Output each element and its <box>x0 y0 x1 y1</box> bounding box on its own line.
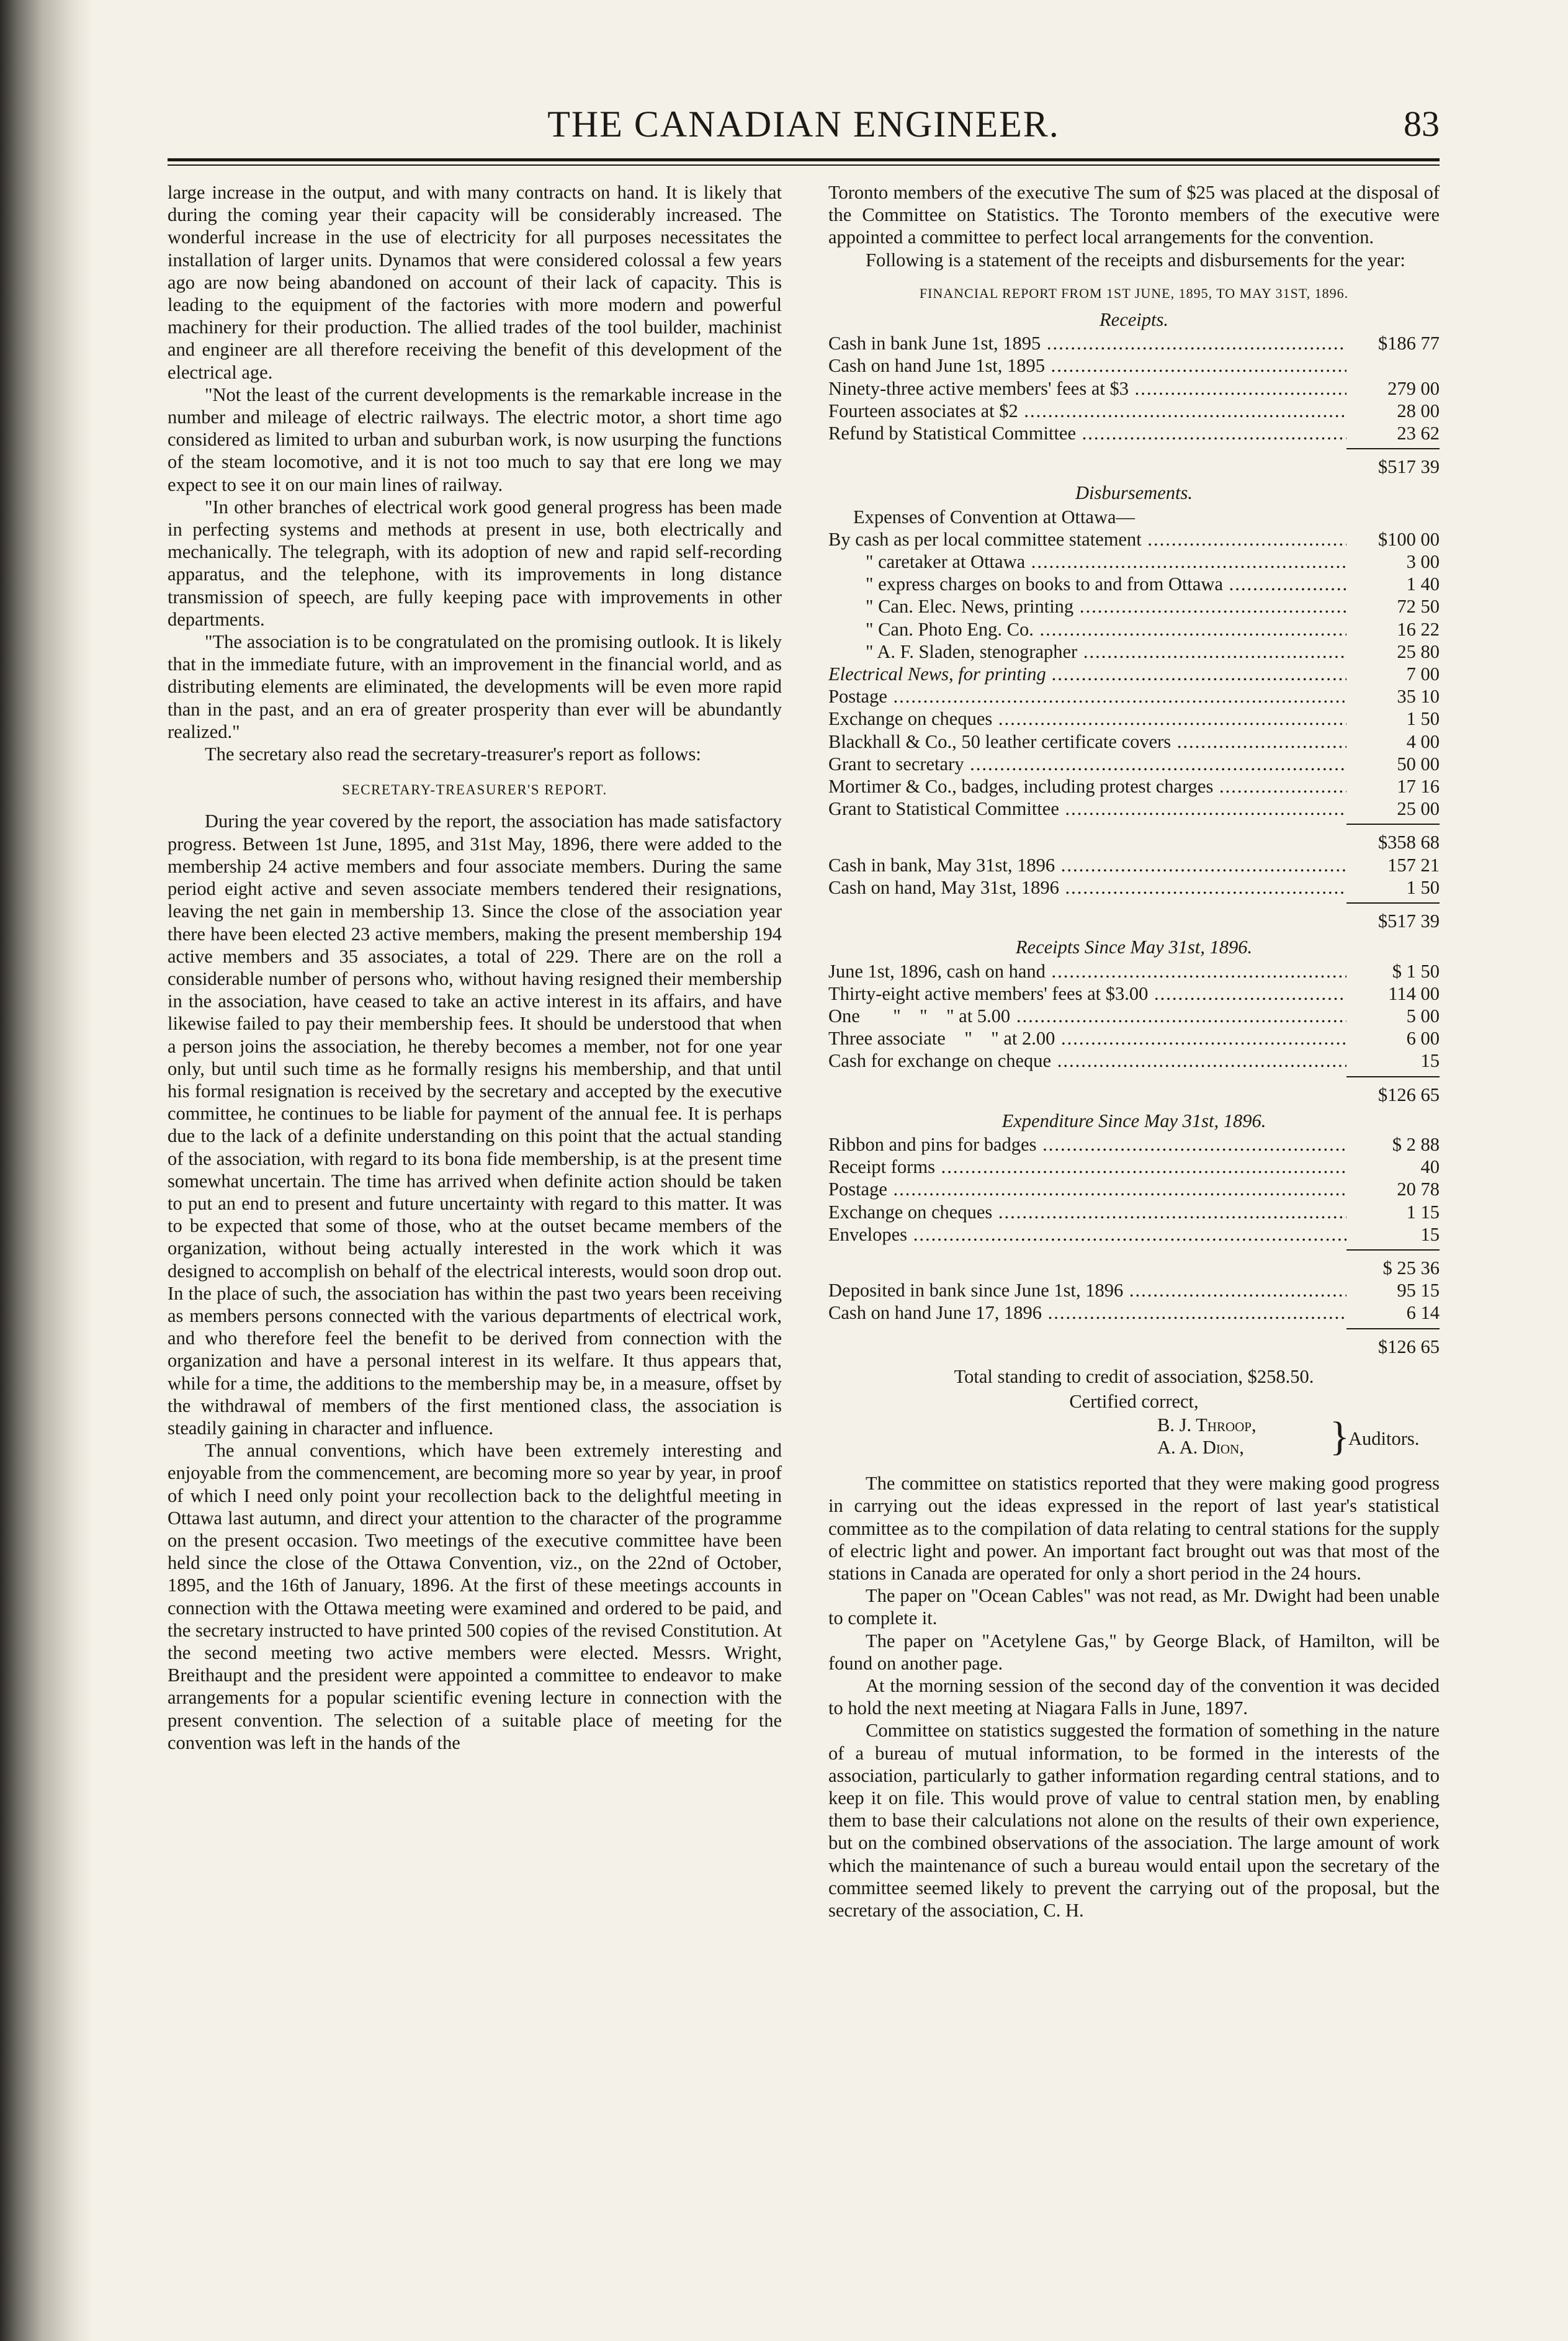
ledger-total-row: $517 39 <box>828 444 1440 478</box>
ledger-row: " Can. Photo Eng. Co. ..... 16 22 <box>828 618 1440 640</box>
ledger-total-row: $ 25 36 <box>828 1246 1440 1279</box>
left-column <box>168 181 782 1754</box>
receipts-since-table <box>828 960 1440 1106</box>
ledger-row: Deposited in bank since June 1st, 1896 ..... 95 15 <box>828 1279 1440 1301</box>
ledger-total-row: $517 39 <box>828 899 1440 932</box>
header-rule-thick <box>168 158 1440 161</box>
ledger-row: One " " " at 5.00 ..... 5 00 <box>828 1005 1440 1027</box>
paragraph: At the morning session of the second day of the convention it was decided to hold the next meeting at Niagara Falls in June, 1897. <box>828 1674 1440 1719</box>
ledger-row: " Can. Elec. News, printing ..... 72 50 <box>828 595 1440 618</box>
page-number: 83 <box>1404 104 1440 144</box>
paragraph: Committee on statistics suggested the formation of something in the nature of a bureau of mutual information, to be formed in the interests of the association, particularly to gather information regarding central stations, and to keep it on file. This would prove of value to central station men, by enabling them to base their calculations not alone on the results of their own experience, but on the combined observations of the association. The large amount of work which the maintenance of such a bureau would entail upon the secretary of the committee seemed likely to prevent the carrying out of the proposal, but the secretary of the association, C. H. <box>828 1720 1440 1921</box>
page-header <box>168 99 1440 155</box>
certified-line: Certified correct, <box>1069 1390 1199 1412</box>
ledger-total-row: $358 68 <box>828 820 1440 853</box>
book-binding-edge <box>0 0 93 2341</box>
ledger-row: " A. F. Sladen, stenographer ..... 25 80 <box>828 640 1440 663</box>
ledger-row: Refund by Statistical Committee ..... 23 62 <box>828 422 1440 444</box>
paragraph: "Not the least of the current developments is the remarkable increase in the number and mileage of electric railways. The electric motor, a short time ago considered as limited to urban and suburban work, is now usurping the functions of the steam locomotive, and it is not too much to say that ere long we may expect to see it on our main lines of railway. <box>168 384 782 495</box>
ledger-row: Blackhall & Co., 50 leather certificate covers ..... 4 00 <box>828 730 1440 753</box>
disbursements-heading: Disbursements. <box>1075 482 1193 504</box>
auditor-name: B. J. Throop, <box>1157 1414 1257 1436</box>
balances-table <box>828 854 1440 933</box>
right-column <box>828 181 1440 1921</box>
paragraph: "In other branches of electrical work good general progress has been made in perfecting systems and methods at present in use, both electrically and mechanically. The telegraph, with its adoption of new and rapid self-recording apparatus, and the telephone, with its improvements in long distance transmission of speech, are fully keeping pace with improvements in other departments. <box>168 496 782 630</box>
ledger-total-row: $126 65 <box>828 1324 1440 1358</box>
expenditure-heading: Expenditure Since May 31st, 1896. <box>1001 1110 1266 1131</box>
ledger-row: Postage ..... 35 10 <box>828 685 1440 708</box>
ledger-row: Cash on hand June 1st, 1895 ..... <box>828 354 1440 377</box>
paragraph: The paper on "Ocean Cables" was not read, as Mr. Dwight had been unable to complete it. <box>828 1585 1440 1629</box>
financial-report-heading: FINANCIAL REPORT FROM 1ST JUNE, 1895, TO MAY 31ST, 1896. <box>919 285 1349 301</box>
ledger-row: June 1st, 1896, cash on hand ..... $ 1 50 <box>828 960 1440 982</box>
receipts-heading: Receipts. <box>1100 309 1168 331</box>
ledger-row: Mortimer & Co., badges, including protest charges ..... 17 16 <box>828 775 1440 798</box>
paragraph: During the year covered by the report, the association has made satisfactory progress. Between 1st June, 1895, and 31st May, 1896, there were added to the membership 24 active members and four associate members. During the same period eight active and seven associate members tendered their resignations, leaving the net gain in membership 13. Since the close of the association year there have been elected 23 active members, making the present membership 194 active members and 35 associates, a total of 229. There are on the roll a considerable number of persons who, without having resigned their membership in the association, have ceased to take an active interest in its affairs, and have likewise failed to pay their membership fees. It should be understood that when a person joins the association, he thereby becomes a member, not for one year only, but until such time as he formally resigns his membership, and that until his formal resignation is received by the secretary and accepted by the executive committee, he continues to be liable for payment of the annual fee. It is perhaps due to the lack of a definite understanding on this point that the actual standing of the association, with regard to its bona fide membership, is at the present time somewhat uncertain. The time has arrived when definite action should be taken to put an end to present and future uncertainty with regard to this matter. It was to be expected that some of those, who at the outset became members of the organization, without being actually interested in the work which it was designed to accomplish on behalf of the electrical interests, would soon drop out. In the place of such, the association has within the past two years been receiving as members persons connected with the various departments of electrical work, and who therefore feel the benefit to be derived from connection with the organization and have a personal interest in its welfare. It thus appears that, while for a time, the additions to the membership may be, in a measure, offset by the withdrawal of members of the first mentioned class, the association is steadily gaining in character and influence. <box>168 811 782 1439</box>
brace-glyph: } <box>1330 1414 1350 1460</box>
ledger-row: Cash on hand June 17, 1896 ..... 6 14 <box>828 1301 1440 1324</box>
receipts-table <box>828 332 1440 478</box>
paragraph: The secretary also read the secretary-treasurer's report as follows: <box>205 744 701 765</box>
ledger-row: Thirty-eight active members' fees at $3.00 ..... 114 00 <box>828 982 1440 1005</box>
ledger-row: Cash in bank June 1st, 1895 ..... $186 77 <box>828 332 1440 354</box>
journal-title: THE CANADIAN ENGINEER. <box>547 104 1060 145</box>
ledger-row: Cash on hand, May 31st, 1896 ..... 1 50 <box>828 876 1440 899</box>
paragraph: "The association is to be congratulated on the promising outlook. It is likely that in the immediate future, with an improvement in the financial world, and as distributing elements are eliminated, the developments will be even more rapid than in the past, and an era of greater prosperity than ever will be abundantly realized." <box>168 631 782 742</box>
disbursements-table <box>828 528 1440 854</box>
ledger-row: Envelopes ..... 15 <box>828 1223 1440 1246</box>
deposits-table <box>828 1279 1440 1358</box>
total-standing: Total standing to credit of association, $258.50. <box>954 1365 1314 1387</box>
section-heading: SECRETARY-TREASURER'S REPORT. <box>342 782 607 798</box>
ledger-row: By cash as per local committee statement ..... $100 00 <box>828 528 1440 550</box>
auditor-name: A. A. Dion, <box>1157 1437 1244 1458</box>
expenditure-table <box>828 1133 1440 1279</box>
ledger-row: Three associate " " at 2.00 ..... 6 00 <box>828 1027 1440 1049</box>
ledger-row: Grant to secretary ..... 50 00 <box>828 753 1440 775</box>
paragraph: The annual conventions, which have been extremely interesting and enjoyable from the commencement, are becoming more so year by year, in proof of which I need only point your recollection back to the delightful meeting in Ottawa last autumn, and direct your attention to the character of the programme on the present occasion. Two meetings of the executive committee have been held since the close of the Ottawa Convention, viz., on the 22nd of October, 1895, and the 16th of January, 1896. At the first of these meetings accounts in connection with the Ottawa meeting were examined and ordered to be paid, and the secretary instructed to have printed 500 copies of the revised Constitution. At the second meeting two active members were elected. Messrs. Wright, Breithaupt and the president were appointed a committee to endeavor to make arrangements for a popular scientific evening lecture in connection with the present convention. The selection of a suitable place of meeting for the convention was left in the hands of the <box>168 1440 782 1753</box>
header-rule-thin <box>168 164 1440 166</box>
ledger-row: Ninety-three active members' fees at $3 ..... 279 00 <box>828 377 1440 400</box>
auditors-label: Auditors. <box>1348 1428 1420 1450</box>
ledger-row: Exchange on cheques ..... 1 15 <box>828 1201 1440 1223</box>
ledger-row: " caretaker at Ottawa ..... 3 00 <box>828 550 1440 573</box>
ledger-row: Ribbon and pins for badges ..... $ 2 88 <box>828 1133 1440 1156</box>
ledger-row: Receipt forms ..... 40 <box>828 1156 1440 1178</box>
ledger-row: Cash for exchange on cheque ..... 15 <box>828 1049 1440 1072</box>
auditor-names <box>1157 1414 1257 1458</box>
ledger-row: Cash in bank, May 31st, 1896 ..... 157 21 <box>828 854 1440 876</box>
paragraph: The paper on "Acetylene Gas," by George Black, of Hamilton, will be found on another page. <box>828 1630 1440 1674</box>
paragraph: large increase in the output, and with many contracts on hand. It is likely that during the coming year their capacity will be considerably increased. The wonderful increase in the use of electricity for all purposes necessitates the installation of larger units. Dynamos that were considered colossal a few years ago are now being abandoned on account of their lack of capacity. This is leading to the equipment of the factories with more modern and powerful machinery for their production. The allied trades of the tool builder, machinist and engineer are all therefore receiving the benefit of this development of the electrical age. <box>168 182 782 383</box>
ledger-row: Fourteen associates at $2 ..... 28 00 <box>828 400 1440 422</box>
paragraph: Toronto members of the executive The sum of $25 was placed at the disposal of the Committee on Statistics. The Toronto members of the executive were appointed a committee to perfect local arrangements for the convention. <box>828 182 1440 248</box>
ledger-row: Postage ..... 20 78 <box>828 1178 1440 1200</box>
ledger-total-row: $126 65 <box>828 1072 1440 1106</box>
paragraph: Following is a statement of the receipts and disbursements for the year: <box>866 249 1405 271</box>
ledger-row: Grant to Statistical Committee ..... 25 00 <box>828 798 1440 820</box>
auditors-block <box>828 1414 1440 1463</box>
disbursements-intro: Expenses of Convention at Ottawa— <box>853 506 1136 528</box>
ledger-row: Exchange on cheques ..... 1 50 <box>828 708 1440 730</box>
ledger-row: " express charges on books to and from Ottawa ..... 1 40 <box>828 573 1440 595</box>
receipts-since-heading: Receipts Since May 31st, 1896. <box>1015 937 1253 958</box>
ledger-row: Electrical News, for printing ..... 7 00 <box>828 663 1440 685</box>
paragraph: The committee on statistics reported that they were making good progress in carrying out the ideas expressed in the report of last year's statistical committee as to the compilation of data relating to central stations for the supply of electric light and power. An important fact brought out was that most of the stations in Canada are operated for only a short period in the 24 hours. <box>828 1473 1440 1584</box>
